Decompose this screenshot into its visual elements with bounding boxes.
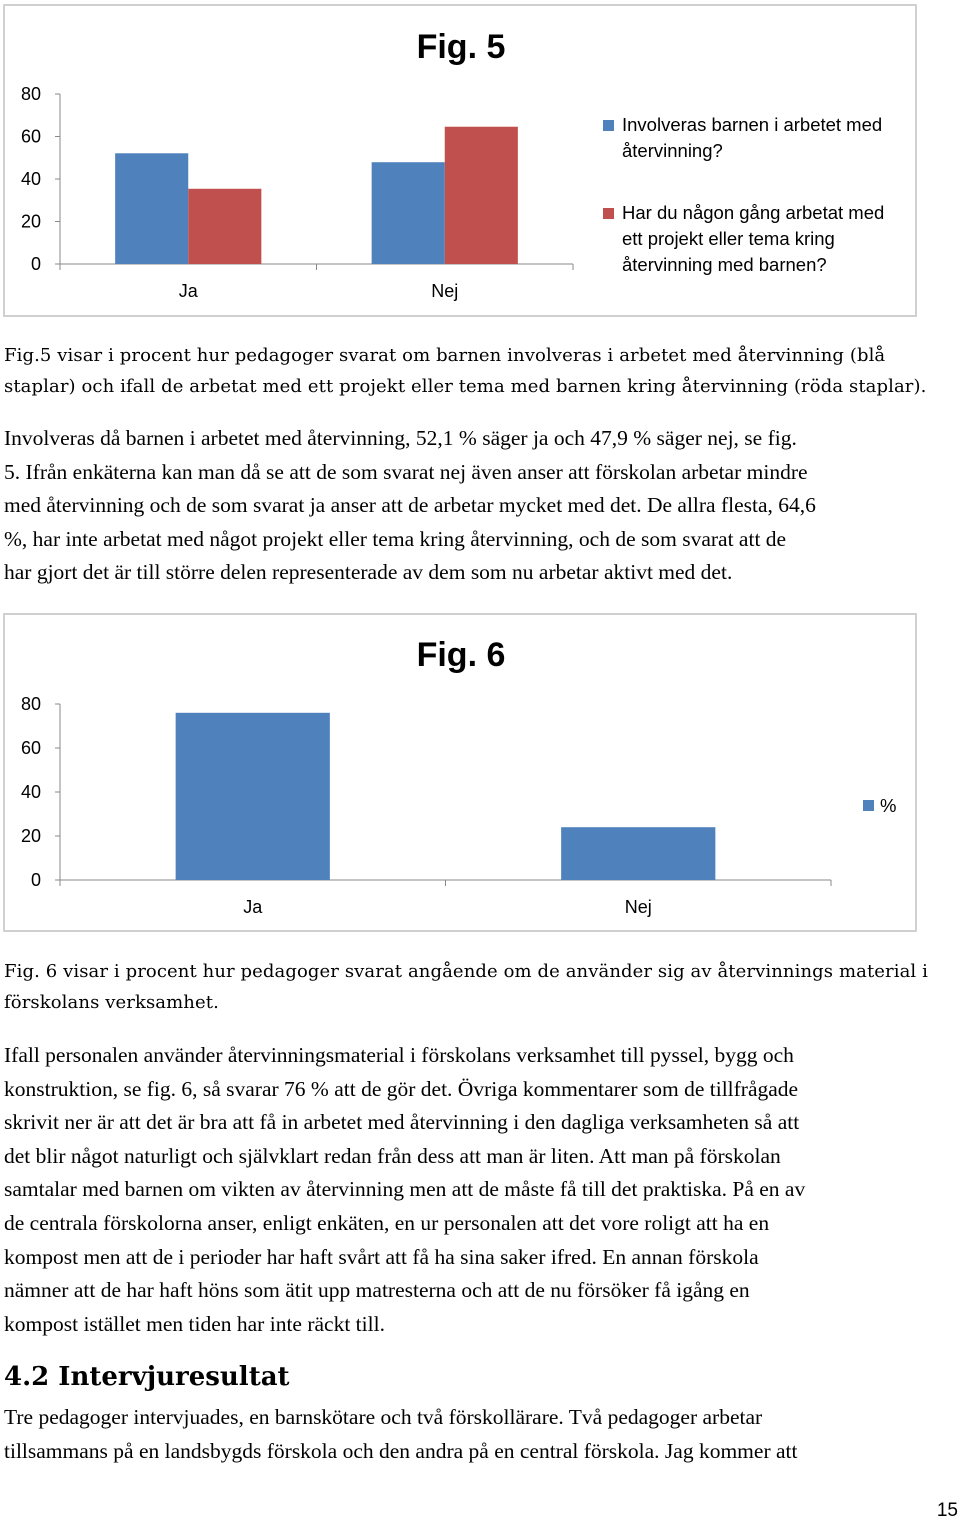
text-line: det blir något naturligt och självklart redan från dess att man är liten. Att man på förskolan <box>4 1143 781 1168</box>
legend-label: ett projekt eller tema kring <box>622 228 835 249</box>
text-line: kompost men att de i perioder har haft svårt att få ha sina saker ifred. En annan förskola <box>4 1244 759 1269</box>
y-tick-label: 20 <box>20 826 41 846</box>
section-number: 4.2 <box>4 1362 50 1392</box>
paragraph-fig5-analysis <box>4 422 960 590</box>
caption-line: Fig.5 visar i procent hur pedagoger svarat om barnen involveras i arbetet med återvinning (blå <box>4 345 886 366</box>
legend-label: Involveras barnen i arbetet med <box>622 114 883 135</box>
text-line: skrivit ner är att det är bra att få in arbetet med återvinning i den dagliga verksamheten så att <box>4 1110 800 1135</box>
caption-line: staplar) och ifall de arbetat med ett projekt eller tema med barnen kring återvinning (röda staplar). <box>4 376 927 397</box>
legend-label: återvinning? <box>622 140 723 161</box>
caption-line: Fig. 6 visar i procent hur pedagoger svarat angående om de använder sig av återvinnings material i <box>4 961 928 982</box>
text-line: 5. Ifrån enkäterna kan man då se att de som svarat nej även anser att förskolan arbetar mindre <box>4 459 808 484</box>
fig5-chart <box>3 4 917 317</box>
y-tick-label: 0 <box>30 254 41 274</box>
text-line: kompost istället men tiden har inte räckt till. <box>4 1311 385 1336</box>
legend-label: Har du någon gång arbetat med <box>622 202 885 223</box>
text-line: konstruktion, se fig. 6, så svarar 76 % att de gör det. Övriga kommentarer som de tillfrågade <box>4 1076 799 1101</box>
paragraph-interviews <box>4 1401 960 1468</box>
bar <box>372 162 445 264</box>
fig5-svg <box>5 6 919 319</box>
page-number: 15 <box>936 1500 958 1521</box>
legend-label: % <box>880 795 897 816</box>
paragraph-fig6-analysis <box>4 1039 960 1341</box>
text-line: Involveras då barnen i arbetet med återvinning, 52,1 % säger ja och 47,9 % säger nej, se fig. <box>4 426 797 450</box>
bar <box>445 127 518 264</box>
y-tick-label: 0 <box>30 870 41 890</box>
text-line: de centrala förskolorna anser, enligt enkäten, en ur personalen att det vore roligt att ha en <box>4 1210 770 1235</box>
bar <box>188 189 261 264</box>
y-tick-label: 60 <box>20 126 41 147</box>
chart-title: Fig. 6 <box>416 636 506 674</box>
y-tick-label: 20 <box>20 211 41 232</box>
x-tick-label: Ja <box>243 897 263 917</box>
legend-label: återvinning med barnen? <box>622 254 827 275</box>
bar <box>115 153 188 264</box>
text-line: har gjort det är till större delen representerade av dem som nu arbetar aktivt med det. <box>4 560 733 585</box>
x-tick-label: Nej <box>431 281 459 301</box>
fig6-chart <box>3 613 917 932</box>
section-title: Intervjuresultat <box>58 1362 290 1392</box>
fig6-svg <box>5 615 919 934</box>
text-line: tillsammans på en landsbygds förskola och den andra på en central förskola. Jag kommer att <box>4 1438 798 1463</box>
x-tick-label: Ja <box>178 281 198 301</box>
section-heading <box>4 1362 290 1392</box>
y-tick-label: 40 <box>20 782 41 802</box>
caption-line: förskolans verksamhet. <box>4 992 219 1013</box>
fig6-caption <box>4 956 956 1018</box>
y-tick-label: 60 <box>20 738 41 758</box>
bar <box>561 827 715 880</box>
y-tick-label: 80 <box>20 694 41 714</box>
bar <box>176 713 330 880</box>
legend-swatch <box>603 120 614 131</box>
text-line: nämner att de har haft höns som ätit upp matresterna och att de nu försöker få igång en <box>4 1278 750 1303</box>
y-tick-label: 80 <box>20 84 41 104</box>
text-line: samtalar med barnen om vikten av återvinning men att de måste få till det praktiska. På en av <box>4 1177 806 1202</box>
x-tick-label: Nej <box>624 897 652 917</box>
y-tick-label: 40 <box>20 169 41 189</box>
text-line: Tre pedagoger intervjuades, en barnskötare och två förskollärare. Två pedagoger arbetar <box>4 1405 763 1429</box>
fig5-caption <box>4 340 956 402</box>
text-line: %, har inte arbetat med något projekt eller tema kring återvinning, och de som svarat att de <box>4 526 787 551</box>
text-line: Ifall personalen använder återvinningsmaterial i förskolans verksamhet till pyssel, bygg och <box>4 1043 794 1067</box>
chart-title: Fig. 5 <box>416 28 506 66</box>
legend-swatch <box>603 208 614 219</box>
legend-swatch <box>863 800 874 811</box>
text-line: med återvinning och de som svarat ja anser att de arbetar mycket med det. De allra flesta, 64,6 <box>4 493 816 518</box>
